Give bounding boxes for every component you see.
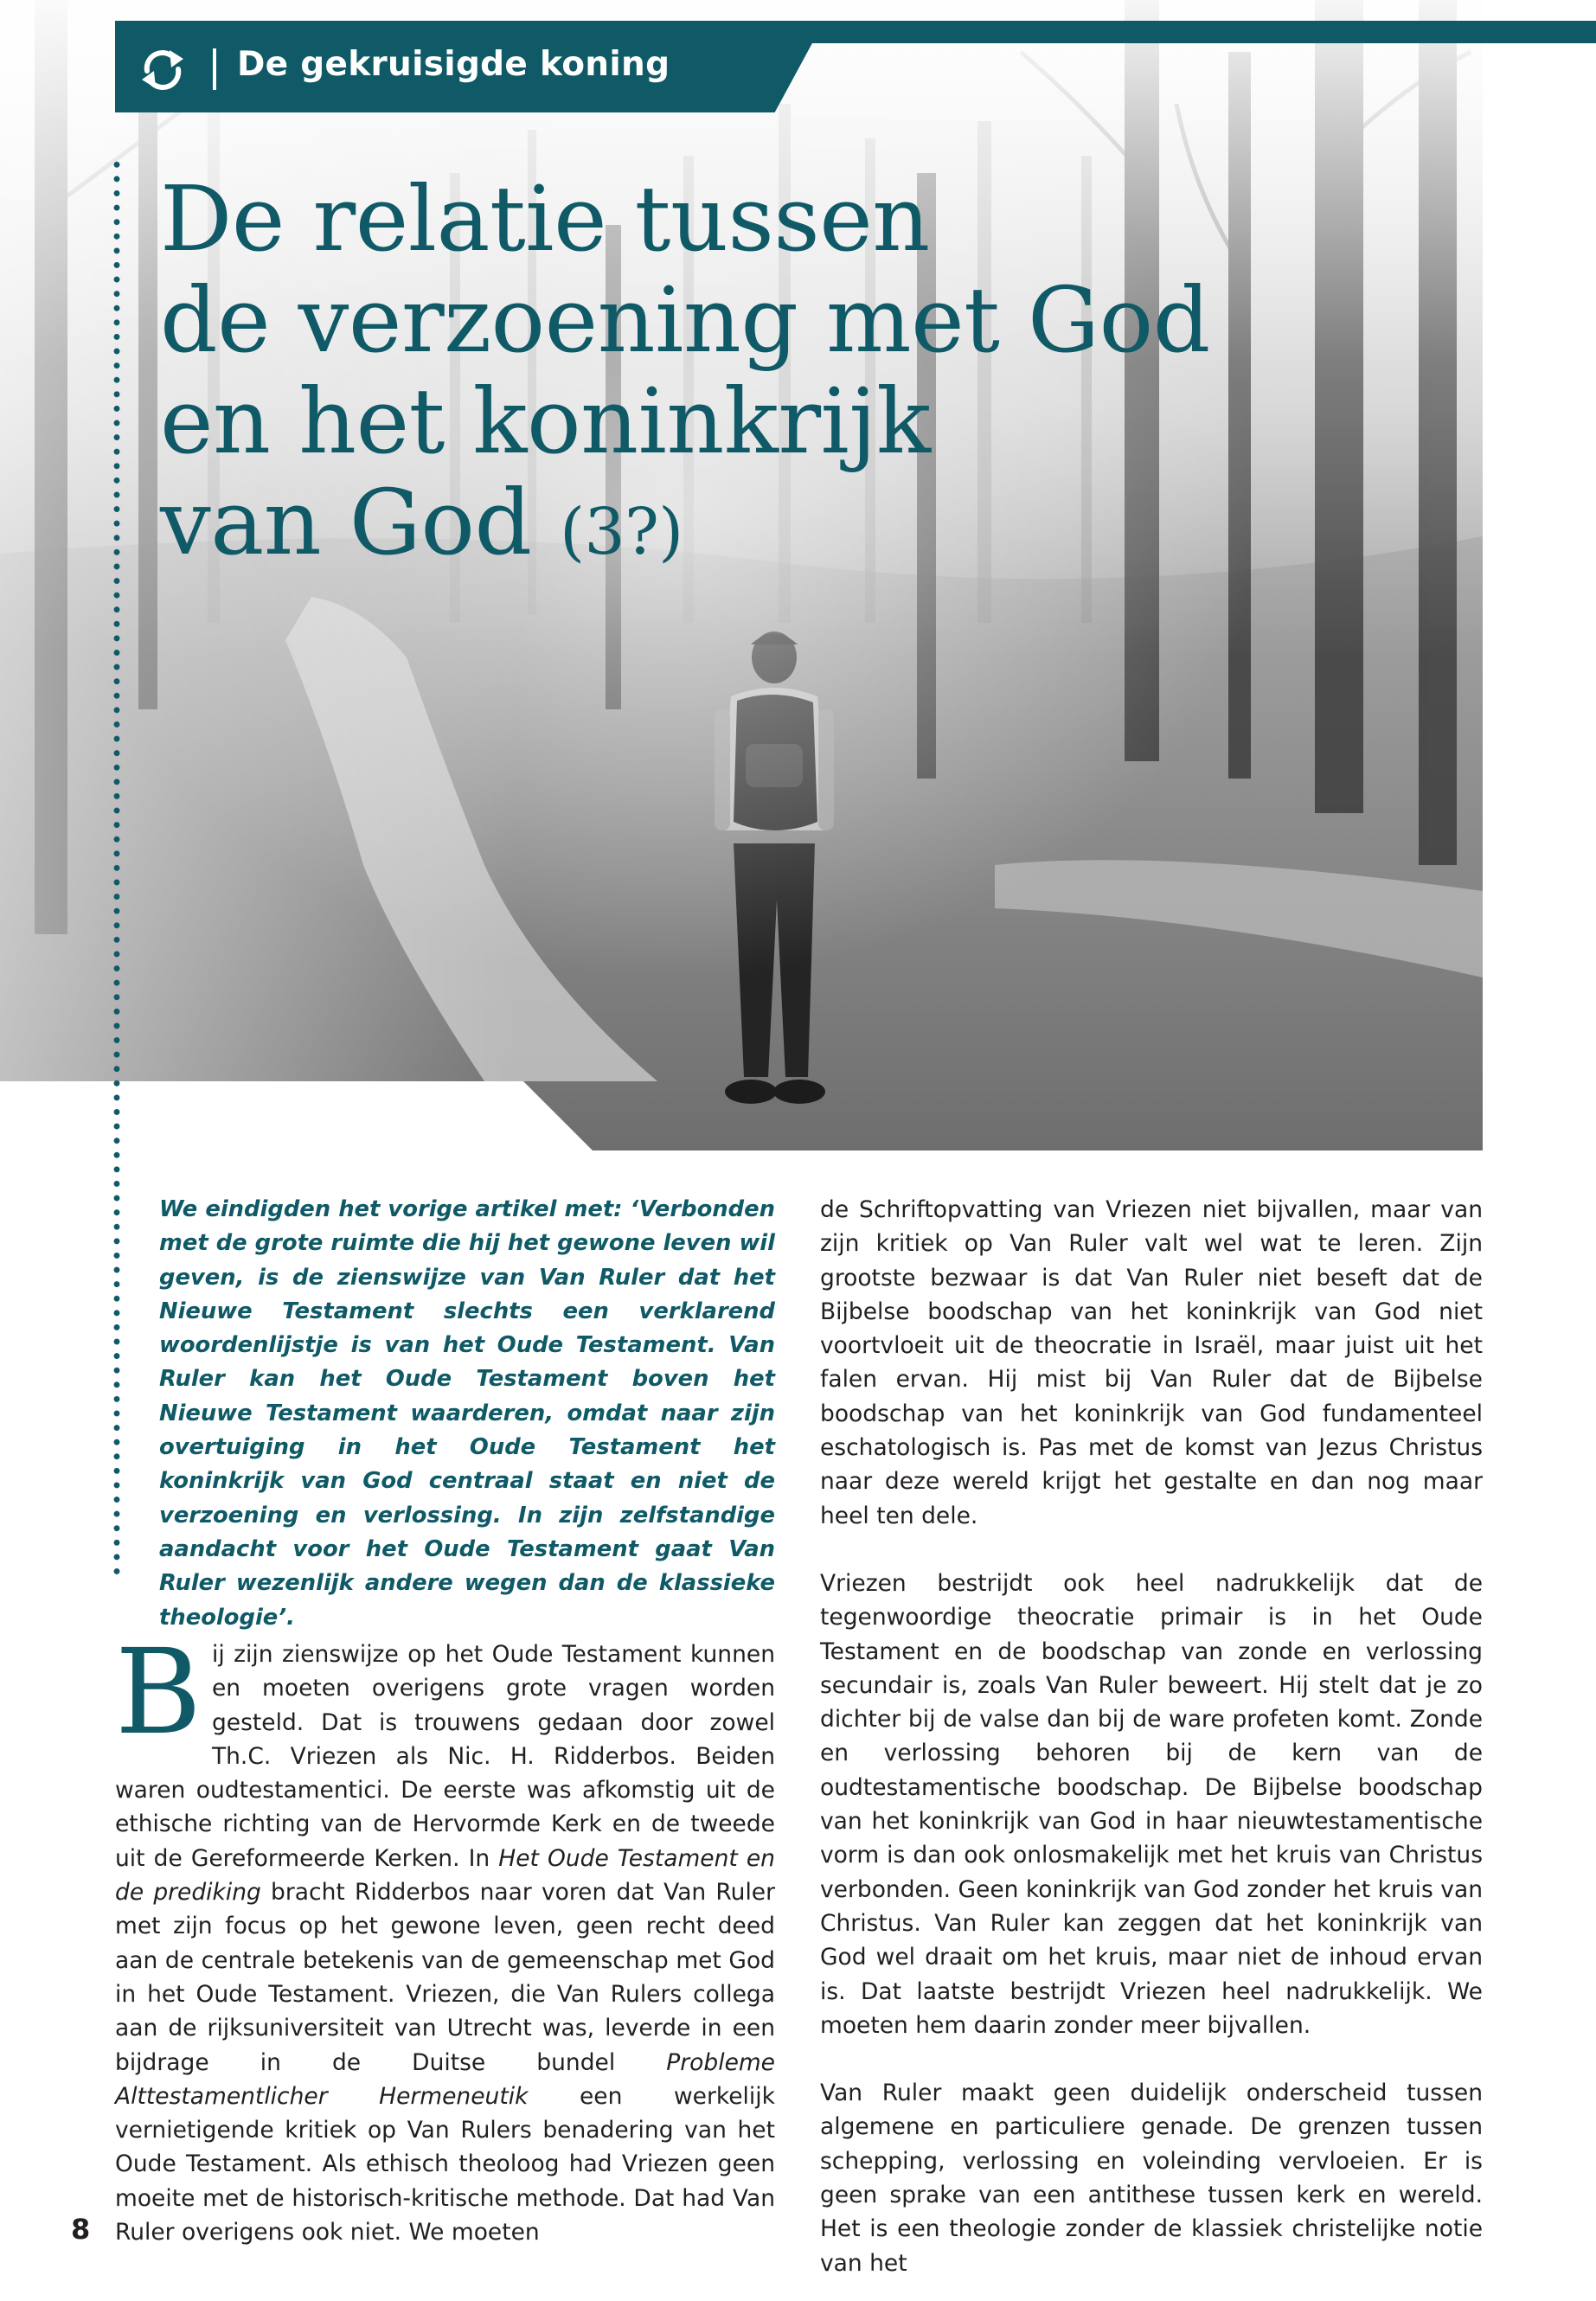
body-column-right — [820, 1193, 1483, 2280]
title-part-number: (3?) — [560, 495, 683, 569]
page-number: 8 — [71, 2213, 91, 2246]
body-column-left — [115, 1625, 776, 2249]
body-paragraph — [115, 1625, 776, 2249]
body-text-1: ij zijn zienswijze op het Oude Testament kunnen en moeten overigens grote vragen worden gesteld. Dat is trouwens gedaan door zowel Th.C. Vriezen als Nic. H. Ridderbos. Beiden waren oudtestamentici. De eerste was afkomstig uit de ethische richting van de Hervormde Kerk en de tweede uit de Gereformeerde Kerken. In — [115, 1641, 775, 1872]
article-title — [160, 166, 1371, 583]
body-text-3: een werkelijk vernietigende kritiek op Van Rulers benadering van het Oude Testament. Als ethisch theoloog had Vriezen geen moeite met de historisch-kritische methode. Dat had Van Ruler overigens ook niet. We moeten — [115, 2082, 775, 2247]
right-paragraph-2: Vriezen bestrijdt ook heel nadrukkelijk dat de tegenwoordige theocratie primair is in het Oude Testament en de boodschap van zonde en verlossing secundair is, zoals Van Ruler beweert. Hij stelt dat je zo dichter bij de valse dan bij de ware profeten komt. Zonde en verlossing behoren bij de kern van de oudtestamentische boodschap. De Bijbelse boodschap van het koninkrijk van God in haar nieuwtestamentische vorm is dan ook onlosmakelijk met het kruis van Christus verbonden. Geen koninkrijk van God zonder het kruis van Christus. Van Ruler kan zeggen dat het koninkrijk van God wel draait om het kruis, maar niet de inhoud ervan is. Dat laatste bestrijdt Vriezen heel nadrukkelijk. We moeten hem daarin zonder meer bijvallen. — [820, 1569, 1483, 2039]
title-line-4 — [160, 472, 1371, 583]
book-title-2: Probleme Alttestamentlicher Hermeneutik — [115, 2048, 775, 2110]
title-line-4-text: van God — [160, 470, 532, 575]
right-paragraph-1: de Schriftopvatting van Vriezen niet bijvallen, maar van zijn kritiek op Van Ruler valt wel wat te leren. Zijn grootste bezwaar is dat Van Ruler niet beseft dat de Bijbelse boodschap van het koninkrijk van God niet voortvloeit uit de theocratie in Israël, maar juist uit het falen ervan. Hij mist bij Van Ruler dat de Bijbelse boodschap van het koninkrijk van God fundamenteel eschatologisch is. Pas met de komst van Jezus Christus naar deze wereld krijgt het gestalte en dan nog maar heel ten dele. — [820, 1196, 1483, 1529]
body-text-2: bracht Ridderbos naar voren dat Van Ruler met zijn focus op het gewone leven, geen recht deed aan de centrale betekenis van de gemeenschap met God in het Oude Testament. Vriezen, die Van Rulers collega aan de rijksuniversiteit van Utrecht was, leverde in een bijdrage in de Duitse bundel — [115, 1879, 776, 2076]
title-line-2: de verzoening met God — [160, 267, 1210, 373]
refresh-cycle-icon — [135, 42, 190, 97]
dotted-rule — [113, 157, 120, 1576]
tab-divider — [213, 48, 216, 90]
right-paragraph-3: Van Ruler maakt geen duidelijk onderscheid tussen algemene en particuliere genade. De grenzen tussen schepping, verlossing en voleinding vervloeien. Er is geen sprake van een antithese tussen kerk en wereld. Het is een theologie zonder de klassiek christelijke notie van het — [820, 2080, 1483, 2277]
drop-cap: B — [115, 1625, 202, 1761]
section-label: De gekruisigde koning — [237, 45, 670, 84]
lead-text: We eindigden het vorige artikel met: ‘Verbonden met de grote ruimte die hij het gewone leven wil geven, is de zienswijze van Van Ruler dat het Nieuwe Testament slechts een verklarend woordenlijstje is van het Oude Testament. Van Ruler kan het Oude Testament boven het Nieuwe Testament waarderen, omdat naar zijn overtuiging in het Oude Testament het koninkrijk van God centraal staat en niet de verzoening en verlossing. In zijn zelfstandige aandacht voor het Oude Testament gaat Van Ruler wezenlijk andere wegen dan de klassieke theologie’. — [159, 1196, 775, 1631]
book-title-1: Het Oude Testament en de prediking — [115, 1844, 775, 1907]
lead-paragraph — [159, 1193, 775, 1635]
title-line-3: en het koninkrijk — [160, 369, 931, 474]
title-line-1: De relatie tussen — [160, 166, 930, 272]
